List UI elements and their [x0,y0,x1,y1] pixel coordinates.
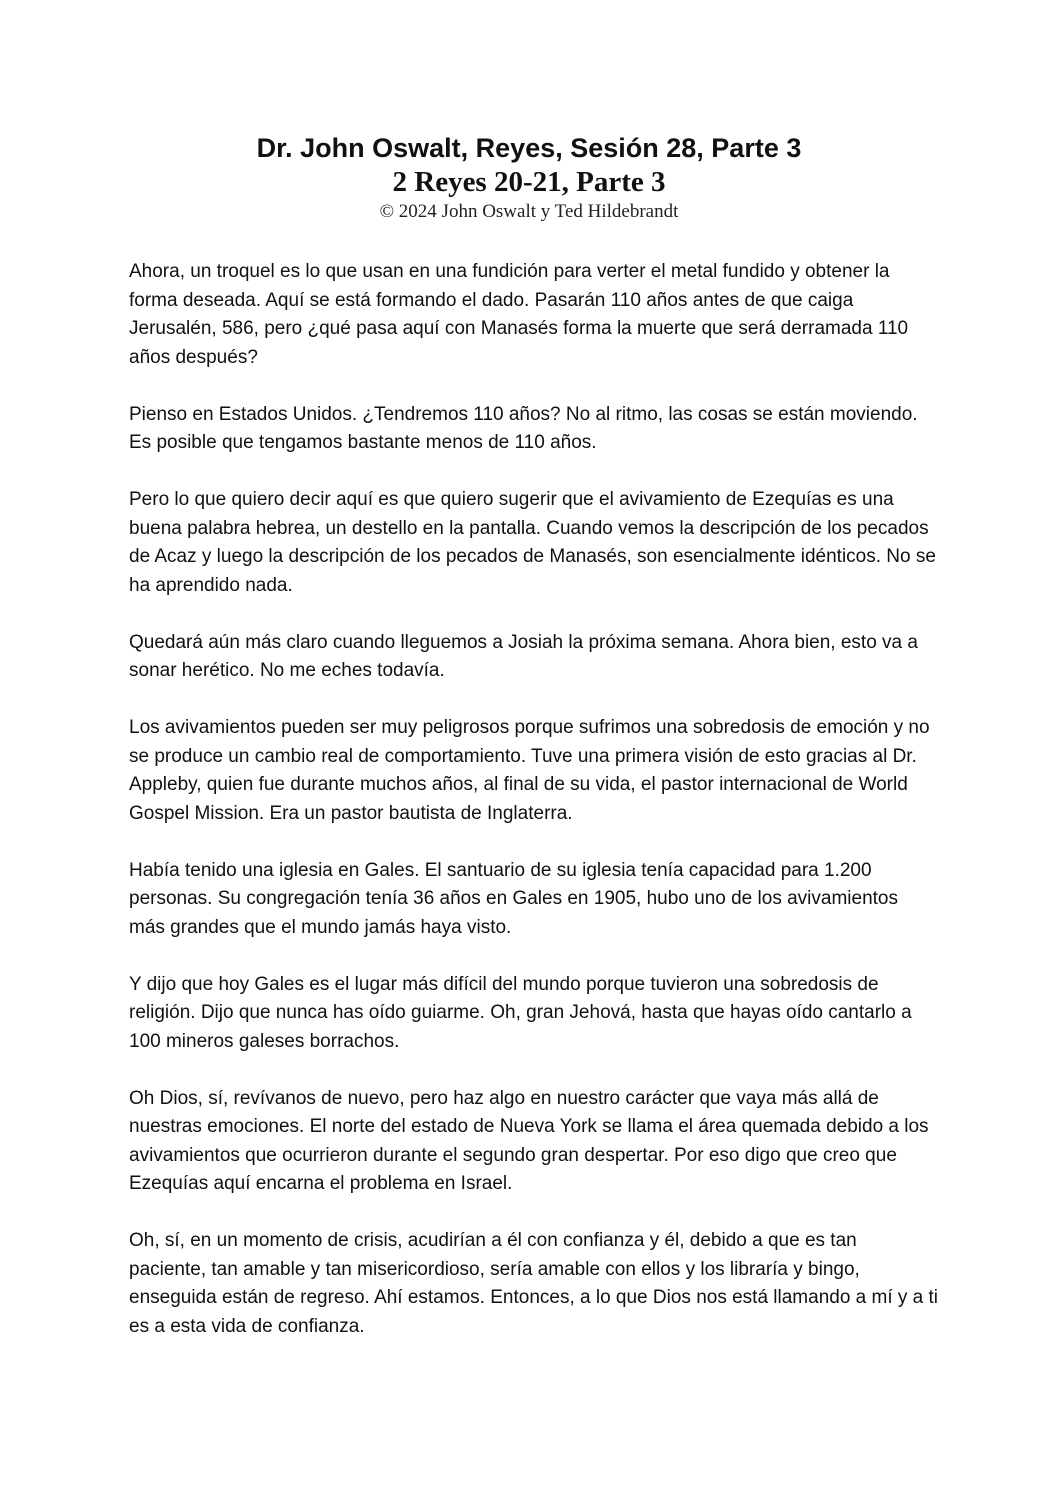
document-body [129,258,939,1370]
paragraph: Los avivamientos pueden ser muy peligrosos porque sufrimos una sobredosis de emoción y no se produce un cambio real de comportamiento. Tuve una primera visión de esto gracias al Dr. Appleby, quien fue durante muchos años, al final de su vida, el pastor internacional de World Gospel Mission. Era un pastor bautista de Inglaterra. [129,717,930,824]
paragraph: Quedará aún más claro cuando lleguemos a Josiah la próxima semana. Ahora bien, esto va a sonar herético. No me eches todavía. [129,631,918,681]
paragraph: Pero lo que quiero decir aquí es que quiero sugerir que el avivamiento de Ezequías es una buena palabra hebrea, un destello en la pantalla. Cuando vemos la descripción de los pecados de Acaz y luego la descripción de los pecados de Manasés, son esencialmente idénticos. No se ha aprendido nada. [129,489,936,596]
document-header [0,130,1058,225]
paragraph: Pienso en Estados Unidos. ¿Tendremos 110 años? No al ritmo, las cosas se están moviendo. Es posible que tengamos bastante menos de 110 años. [129,403,918,453]
document-title: Dr. John Oswalt, Reyes, Sesión 28, Parte 3 [256,133,802,163]
paragraph: Y dijo que hoy Gales es el lugar más difícil del mundo porque tuvieron una sobredosis de religión. Dijo que nunca has oído guiarme. Oh, gran Jehová, hasta que hayas oído cantarlo a 100 mineros galeses borrachos. [129,973,912,1052]
copyright-notice: © 2024 John Oswalt y Ted Hildebrandt [379,201,679,222]
paragraph: Había tenido una iglesia en Gales. El santuario de su iglesia tenía capacidad para 1.200 personas. Su congregación tenía 36 años en Gales en 1905, hubo uno de los avivamientos más grandes que el mundo jamás haya visto. [129,859,898,938]
paragraph: Oh Dios, sí, revívanos de nuevo, pero haz algo en nuestro carácter que vaya más allá de nuestras emociones. El norte del estado de Nueva York se llama el área quemada debido a los avivamientos que ocurrieron durante el segundo gran despertar. Por eso digo que creo que Ezequías aquí encarna el problema en Israel. [129,1087,929,1194]
document-subtitle: 2 Reyes 20-21, Parte 3 [392,166,666,198]
paragraph: Oh, sí, en un momento de crisis, acudirían a él con confianza y él, debido a que es tan paciente, tan amable y tan misericordioso, sería amable con ellos y los libraría y bingo, enseguida están de regreso. Ahí estamos. Entonces, a lo que Dios nos está llamando a mí y a ti es a esta vida de confianza. [129,1230,939,1337]
paragraph: Ahora, un troquel es lo que usan en una fundición para verter el metal fundido y obtener la forma deseada. Aquí se está formando el dado. Pasarán 110 años antes de que caiga Jerusalén, 586, pero ¿qué pasa aquí con Manasés forma la muerte que será derramada 110 años después? [129,261,909,368]
